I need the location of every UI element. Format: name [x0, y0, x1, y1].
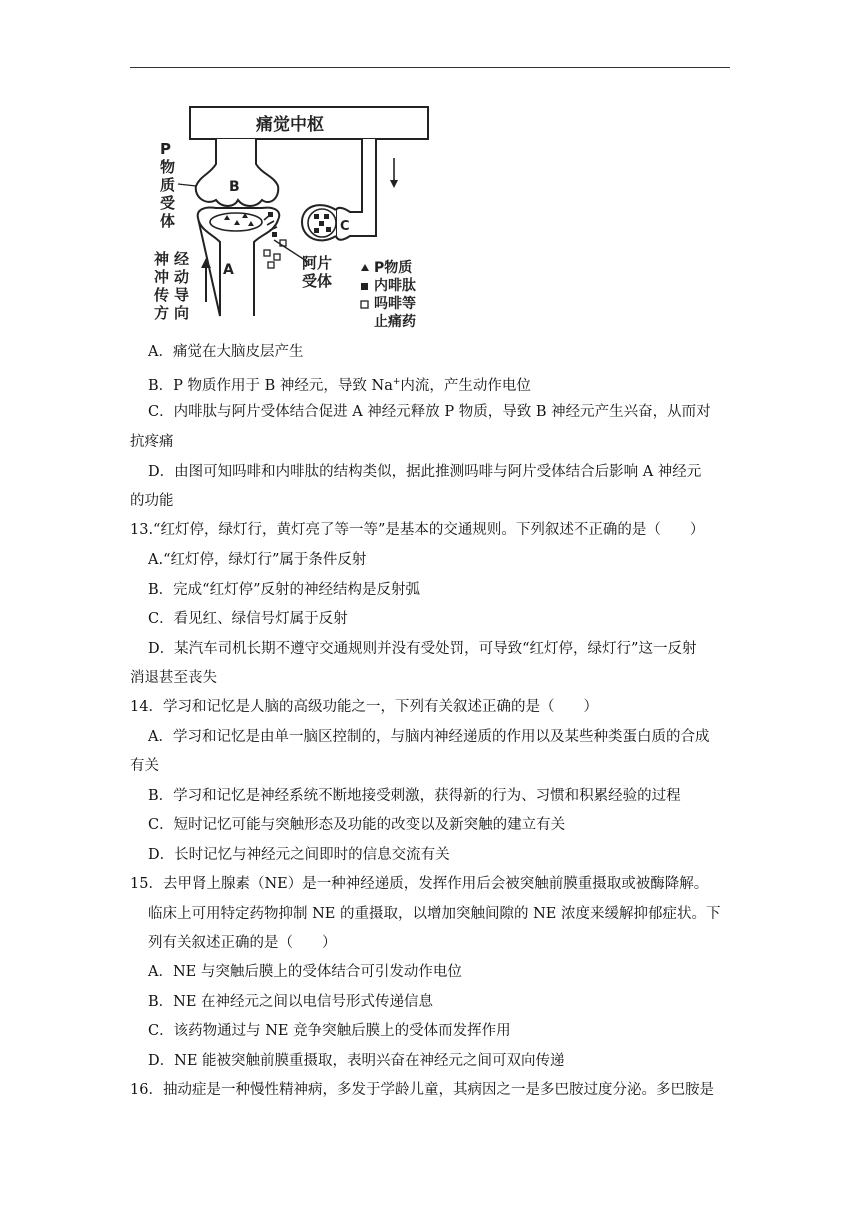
q14-option-c: C．短时记忆可能与突触形态及功能的改变以及新突触的建立有关 [148, 817, 566, 833]
svg-text:传: 传 [154, 286, 170, 304]
legend-endorphin: 内啡肽 [374, 278, 416, 294]
legend-square-hollow-icon [361, 301, 368, 308]
q14-option-a-line1: A．学习和记忆是由单一脑区控制的，与脑内神经递质的作用以及某些种类蛋白质的合成 [148, 729, 710, 745]
svg-text:阿片: 阿片 [302, 254, 333, 272]
q15-option-d: D．NE 能被突触前膜重摄取，表明兴奋在神经元之间可双向传递 [148, 1053, 565, 1069]
q15-stem-line3: 列有关叙述正确的是（ ） [148, 935, 337, 951]
neuron-b [196, 139, 278, 206]
opiate-receptor-label [302, 254, 332, 290]
legend-morphine: 吗啡等 [374, 296, 416, 312]
q15-option-a: A．NE 与突触后膜上的受体结合可引发动作电位 [148, 964, 462, 980]
neuron-a-label: A [223, 262, 234, 278]
header-rule [130, 67, 730, 68]
p-receptor-label [160, 140, 176, 230]
svg-text:动: 动 [174, 268, 190, 286]
direction-label [153, 250, 189, 322]
q13-option-a: A.“红灯停，绿灯行”属于条件反射 [148, 552, 367, 568]
q15-stem-line2: 临床上可用特定药物抑制 NE 的重摄取，以增加突触间隙的 NE 浓度来缓解抑郁症状。下 [148, 906, 721, 922]
q12-option-d-line2: 的功能 [130, 493, 174, 509]
svg-text:受: 受 [160, 194, 176, 212]
svg-text:方: 方 [154, 304, 170, 322]
q13-option-c: C．看见红、绿信号灯属于反射 [148, 611, 348, 627]
p-receptor-pointer [178, 184, 196, 186]
q14-option-a-line2: 有关 [130, 758, 159, 774]
q16-stem-line1: 16．抽动症是一种慢性精神病，多发于学龄儿童，其病因之一是多巴胺过度分泌。多巴胺是 [130, 1082, 714, 1098]
morphine-squares [264, 240, 286, 268]
q13-option-b: B．完成“红灯停”反射的神经结构是反射弧 [148, 582, 420, 598]
q13-stem: 13.“红灯停，绿灯行，黄灯亮了等一等”是基本的交通规则。下列叙述不正确的是（ ） [130, 522, 705, 538]
q13-option-d-line2: 消退甚至丧失 [130, 670, 217, 686]
legend-painkiller: 止痛药 [374, 314, 416, 330]
q12-option-d-line1: D．由图可知吗啡和内啡肽的结构类似，据此推测吗啡与阿片受体结合后影响 A 神经元 [148, 464, 702, 480]
q12-option-c-line1: C．内啡肽与阿片受体结合促进 A 神经元释放 P 物质，导致 B 神经元产生兴奋，从而对 [148, 404, 711, 420]
q12-option-c-line2: 抗疼痛 [130, 434, 174, 450]
svg-text:P: P [160, 140, 171, 158]
svg-text:体: 体 [160, 212, 176, 230]
neuron-b-label: B [229, 179, 240, 195]
svg-text:物: 物 [160, 158, 176, 176]
svg-text:质: 质 [160, 176, 176, 194]
legend [361, 259, 416, 330]
q15-stem-line1: 15．去甲肾上腺素（NE）是一种神经递质，发挥作用后会被突触前膜重摄取或被酶降解。 [130, 876, 709, 892]
q14-stem: 14．学习和记忆是人脑的高级功能之一，下列有关叙述正确的是（ ） [130, 699, 598, 715]
q12-option-b: B．P 物质作用于 B 神经元，导致 Na+内流，产生动作电位 [148, 377, 531, 394]
q14-option-d: D．长时记忆与神经元之间即时的信息交流有关 [148, 847, 450, 863]
legend-triangle-icon [361, 264, 369, 271]
q14-option-b: B．学习和记忆是神经系统不断地接受刺激，获得新的行为、习惯和积累经验的过程 [148, 788, 681, 804]
svg-text:导: 导 [174, 286, 190, 304]
svg-text:受体: 受体 [302, 272, 333, 290]
q13-option-d-line1: D．某汽车司机长期不遵守交通规则并没有受处罚，可导致“红灯停，绿灯行”这一反射 [148, 641, 697, 657]
pain-center-label: 痛觉中枢 [256, 115, 324, 135]
pain-pathway-figure [150, 102, 440, 330]
q15-option-c: C．该药物通过与 NE 竞争突触后膜上的受体而发挥作用 [148, 1023, 511, 1039]
svg-text:经: 经 [174, 250, 190, 268]
legend-p-substance: P物质 [374, 260, 413, 276]
neuron-c-label: C [340, 219, 350, 234]
q12-option-a: A．痛觉在大脑皮层产生 [148, 344, 304, 360]
svg-text:神: 神 [154, 250, 170, 268]
legend-square-filled-icon [361, 283, 368, 290]
svg-text:向: 向 [174, 304, 190, 322]
svg-text:冲: 冲 [154, 268, 170, 286]
q15-option-b: B．NE 在神经元之间以电信号形式传递信息 [148, 994, 434, 1010]
